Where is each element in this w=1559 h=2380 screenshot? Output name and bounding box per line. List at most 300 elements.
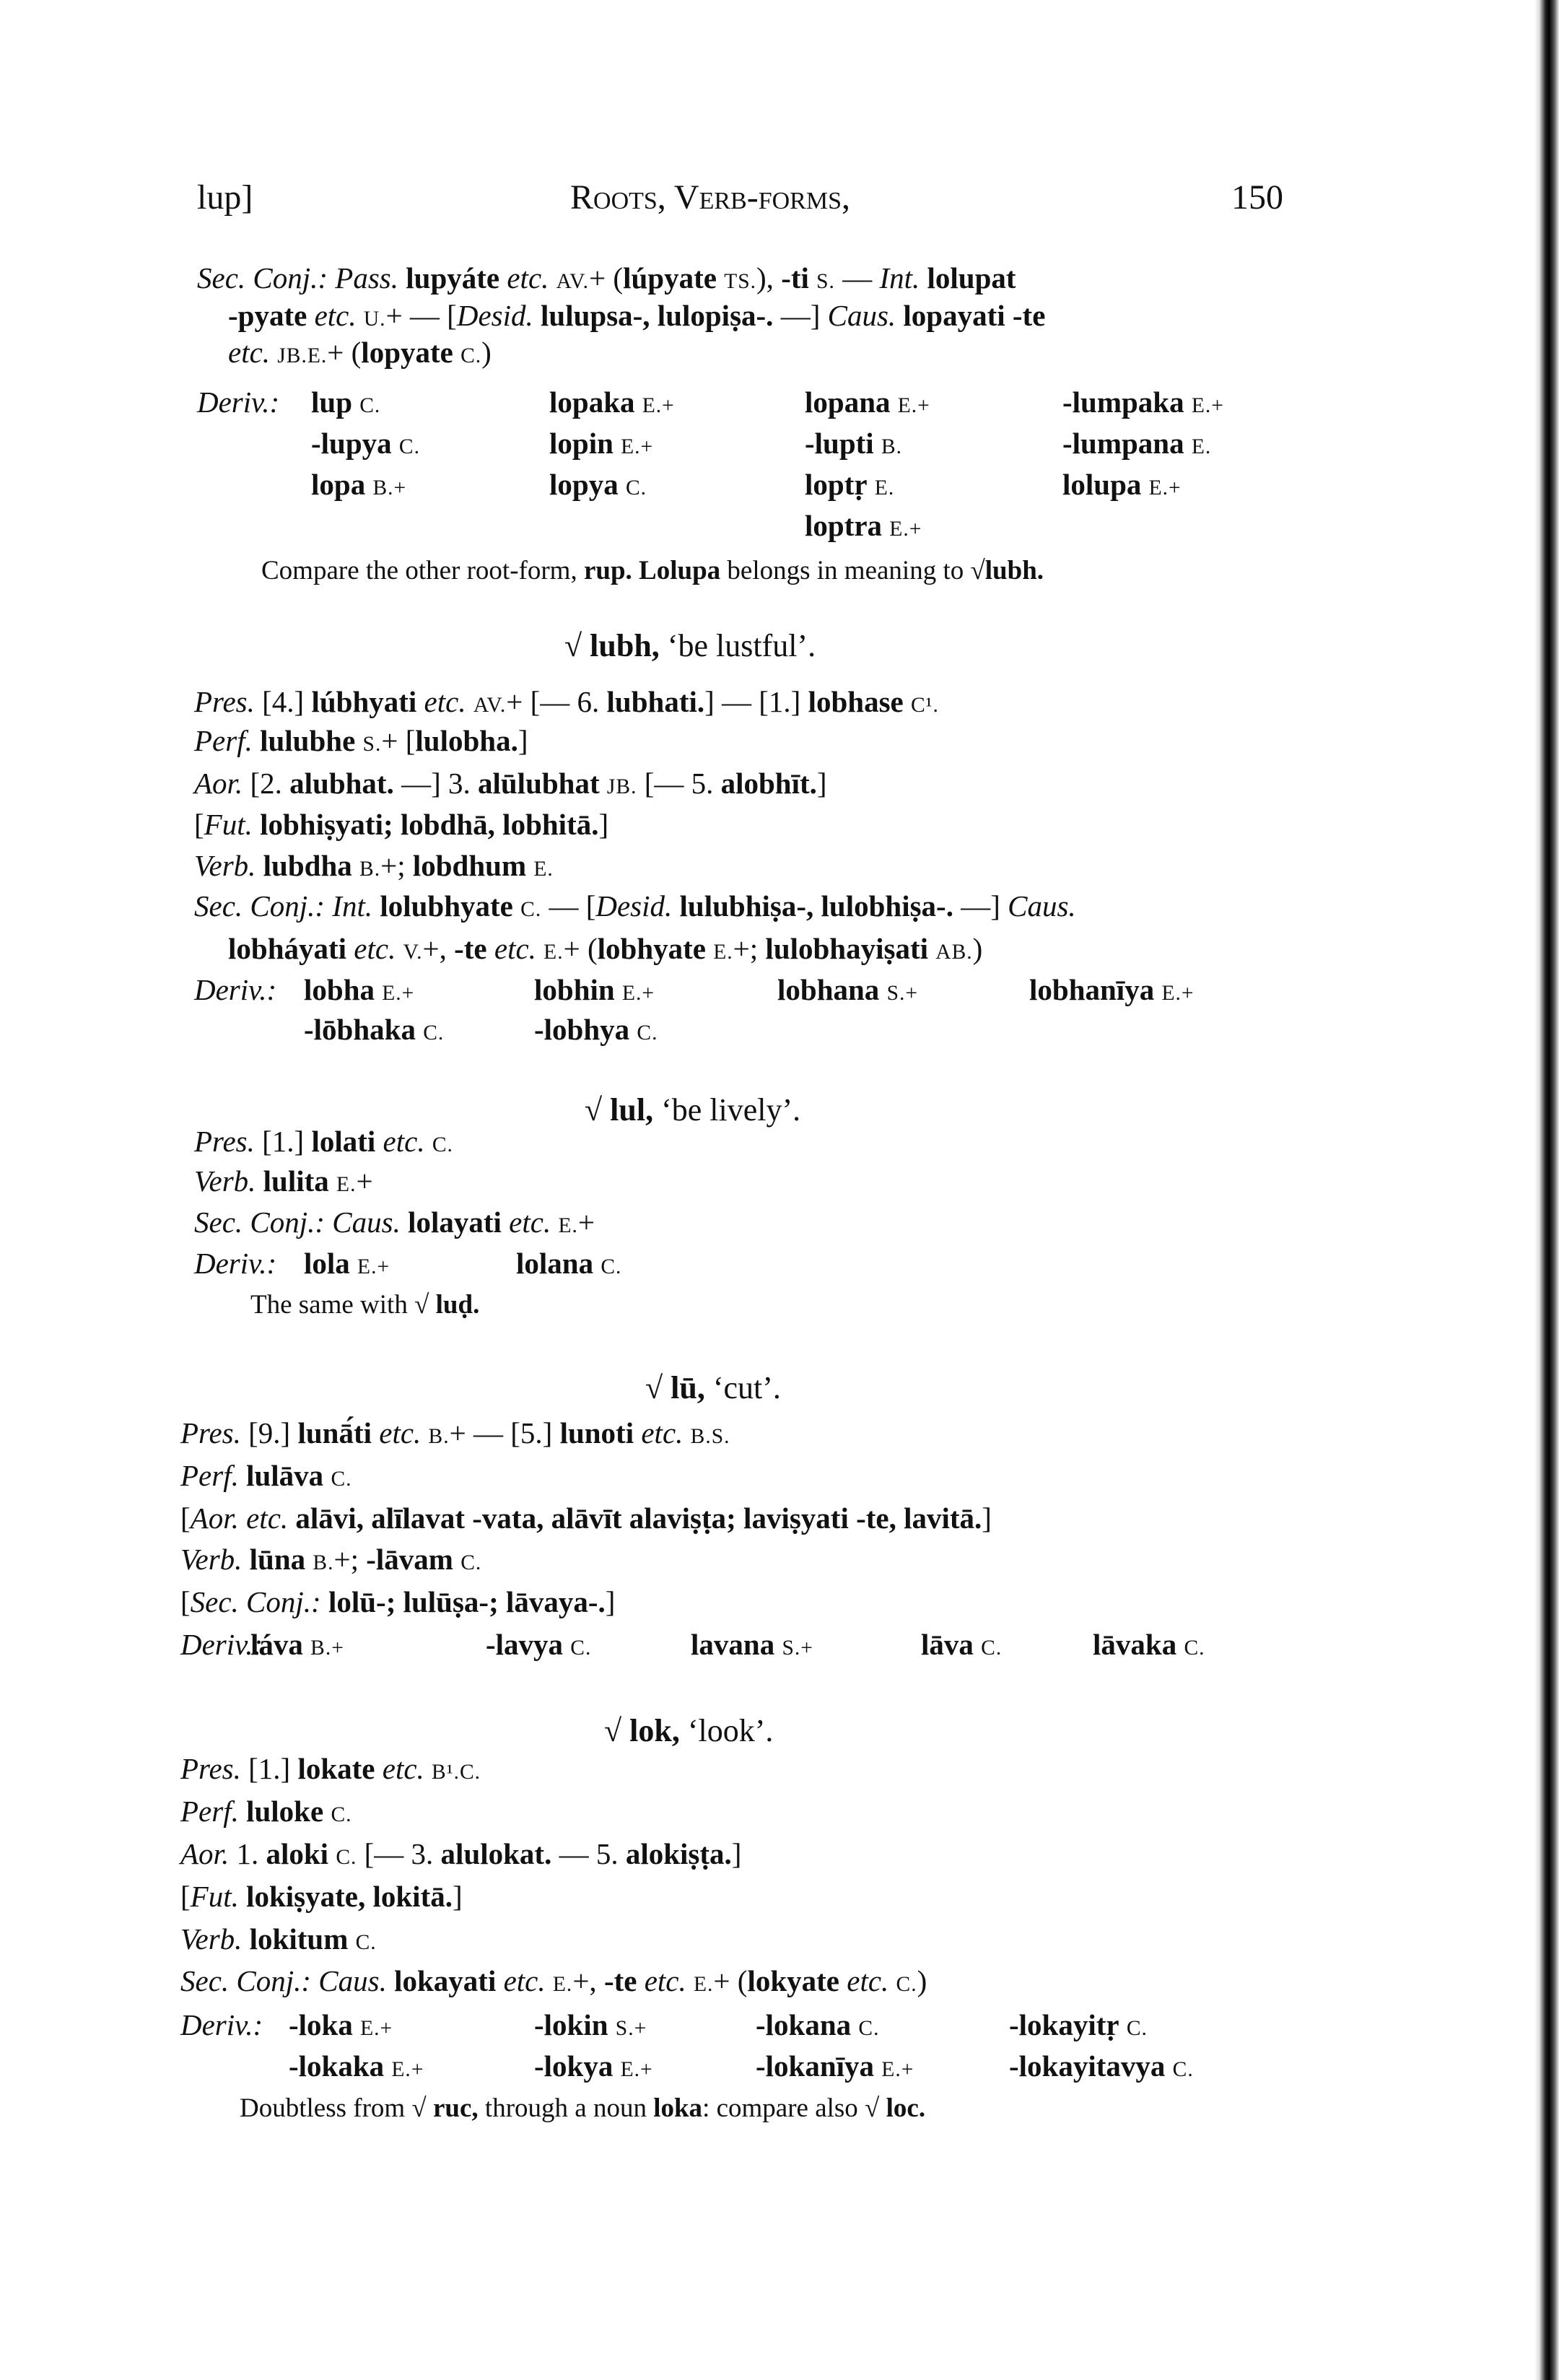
page-number: 150 [1231, 178, 1283, 217]
text-run: ] — [1.] [704, 685, 808, 718]
source-abbrev: E.+ [881, 2058, 914, 2081]
source-abbrev: E.+ [897, 394, 930, 417]
text-run: +, [572, 1964, 604, 1997]
entry-line [180, 1963, 927, 2002]
grammatical-label: Perf. [180, 1459, 247, 1492]
source-abbrev: U. [363, 308, 386, 331]
grammatical-label: etc. [382, 1752, 432, 1785]
entry-line [180, 1922, 377, 1960]
headword: lokate [297, 1752, 383, 1785]
source-abbrev: S.+ [886, 982, 919, 1005]
headword: lokiṣyate, lokitā. [246, 1880, 453, 1913]
headword: lolayati [408, 1206, 510, 1239]
derivative-word: lopaka [549, 385, 642, 419]
grammatical-label: Caus. [827, 299, 904, 332]
source-abbrev: E. [552, 1973, 573, 1996]
derivative-word: lobhanīya [1029, 973, 1162, 1006]
grammatical-label: Pres. [180, 1416, 249, 1450]
source-abbrev: B.S. [690, 1425, 730, 1448]
root-heading [645, 1370, 781, 1406]
grammatical-label: Verb. [180, 1922, 250, 1956]
headword: lolubhyate [380, 889, 521, 923]
headword: -te [603, 1964, 645, 1997]
headword: lunā́ti [297, 1416, 380, 1450]
text-run: ] [816, 767, 827, 800]
source-abbrev: B.+ [372, 476, 407, 500]
text-run: Compare the other root-form, [261, 556, 584, 585]
entry-line [194, 1164, 373, 1202]
derivative-word: lopana [805, 385, 898, 419]
grammatical-label: Sec. Conj.: [190, 1585, 328, 1618]
headword: lunoti [559, 1416, 642, 1450]
headword: lubh. [984, 556, 1044, 585]
derivative-word: -lokanīya [756, 2049, 882, 2083]
headword: rup. Lolupa [583, 556, 721, 585]
text-run: through a noun [478, 2093, 654, 2123]
entry-line [180, 1585, 615, 1619]
text-run: + ( [327, 336, 362, 369]
entry-line [194, 684, 939, 723]
source-abbrev: E.+ [382, 982, 415, 1005]
text-run: + [— 6. [506, 685, 607, 718]
derivative-item [534, 1012, 658, 1050]
derivative-word: lobhin [534, 973, 622, 1006]
headword: lubhati. [606, 685, 705, 718]
derivative-word: lolupa [1062, 468, 1149, 501]
derivative-word: -lobhya [534, 1013, 637, 1046]
source-abbrev: S. [816, 270, 835, 293]
entry-line [194, 807, 608, 842]
source-abbrev: V. [403, 941, 423, 964]
derivative-item [1009, 2008, 1148, 2046]
text-run: ) [972, 932, 983, 965]
derivative-item [549, 385, 675, 423]
source-abbrev: C. [398, 435, 420, 458]
headword: -lāvam [366, 1543, 461, 1576]
grammatical-label: Sec. Conj.: Int. [194, 889, 380, 923]
entry-line [194, 889, 1076, 927]
derivative-word: -lupya [311, 427, 399, 460]
grammatical-label: Sec. Conj.: Pass. [197, 261, 406, 295]
derivative-item [921, 1627, 1002, 1665]
derivative-word: láva [250, 1628, 311, 1661]
text-run: ] [605, 1585, 616, 1618]
headword: -pyate [228, 299, 315, 332]
derivative-word: -lokayitavya [1009, 2049, 1173, 2083]
derivative-item [1062, 426, 1211, 464]
page-binding-edge [1534, 0, 1559, 2380]
text-run: [9.] [248, 1416, 298, 1450]
entry-line [180, 1458, 352, 1496]
source-abbrev: C. [460, 1551, 482, 1574]
headword: lobhyate [597, 932, 714, 965]
text-run: [ [194, 808, 204, 841]
source-abbrev: E. [533, 858, 554, 881]
derivative-word: loptra [805, 509, 890, 542]
text-run: The same with √ [250, 1290, 436, 1320]
entry-line [228, 335, 492, 373]
source-abbrev: S.+ [782, 1636, 813, 1660]
derivative-item [1093, 1627, 1205, 1665]
text-run: + [356, 1164, 373, 1198]
text-run: +, [422, 932, 455, 965]
source-abbrev: E.+ [621, 435, 654, 458]
entry-line [194, 723, 528, 762]
grammatical-label: Fut. [204, 808, 261, 841]
grammatical-label: Sec. Conj.: Caus. [194, 1206, 409, 1239]
derivative-item [486, 1627, 591, 1665]
grammatical-label: etc. [379, 1416, 429, 1450]
entry-line [194, 766, 827, 804]
headword: loc. [886, 2093, 926, 2123]
derivative-item [805, 385, 930, 423]
text-run: [1.] [262, 1125, 312, 1158]
source-abbrev: S.+ [615, 2017, 647, 2040]
derivative-word: -lavya [486, 1628, 571, 1661]
source-abbrev: E.+ [621, 982, 655, 1005]
headword: alāvi, alīlavat -vata, alāvīt alaviṣṭa; laviṣyati -te, lavitā. [295, 1501, 982, 1535]
derivative-item [311, 385, 380, 423]
source-abbrev: E. [713, 941, 733, 964]
derivative-item [1029, 972, 1195, 1011]
text-run: ] [731, 1837, 742, 1870]
derivative-item [756, 2008, 879, 2046]
source-abbrev: C. [355, 1931, 377, 1954]
headword: lobháyati [228, 932, 354, 965]
text-run: [2. [250, 767, 290, 800]
root-name: √ lubh, [564, 628, 660, 663]
headword: -te [454, 932, 494, 965]
source-abbrev: E.+ [1161, 982, 1195, 1005]
headword: lulubhiṣa-, lulobhiṣa-. [679, 889, 961, 923]
source-abbrev: C. [625, 476, 647, 500]
headword: luloke [246, 1795, 331, 1828]
root-gloss: ‘look’. [679, 1713, 774, 1748]
derivative-item [304, 1246, 390, 1284]
source-abbrev: E. [558, 1214, 578, 1237]
derivative-item [805, 467, 894, 505]
remark-line [240, 2091, 925, 2126]
grammatical-label: etc. [507, 261, 556, 295]
headword: lokyate [747, 1964, 847, 1997]
derivative-word: lāva [921, 1628, 982, 1661]
text-run: ] [982, 1501, 992, 1535]
text-run: + — [ [385, 299, 457, 332]
entry-line [228, 298, 1045, 336]
grammatical-label: Verb. [180, 1543, 250, 1576]
grammatical-label: Aor. etc. [190, 1501, 296, 1535]
headword: luḍ. [435, 1290, 480, 1320]
root-name: √ lul, [585, 1092, 654, 1128]
entry-line [180, 1751, 481, 1790]
headword: lokitum [249, 1922, 356, 1956]
root-gloss: ‘be lustful’. [659, 628, 816, 663]
source-abbrev: B. [359, 858, 381, 881]
source-abbrev: AV. [556, 270, 590, 293]
derivative-item [534, 2049, 653, 2087]
entry-line [194, 1124, 453, 1162]
text-run: + ( [563, 932, 598, 965]
derivative-word: lopa [311, 468, 373, 501]
source-abbrev: JB.E. [277, 344, 328, 367]
entry-line [180, 1501, 992, 1535]
headword: lolū-; lulūṣa-; lāvaya-. [328, 1585, 606, 1618]
source-abbrev: B¹.C. [432, 1761, 481, 1784]
derivative-item [549, 426, 653, 464]
grammatical-label: Verb. [194, 1164, 263, 1198]
source-abbrev: E. [874, 476, 895, 500]
root-gloss: ‘be lively’. [653, 1092, 801, 1128]
headword: lulāva [246, 1459, 331, 1492]
derivative-item [1062, 467, 1182, 505]
text-run: : compare also √ [702, 2093, 886, 2123]
source-abbrev: C. [432, 1133, 453, 1156]
headword: lúbhyati [311, 685, 424, 718]
running-head-title: Roots, Verb-forms, [570, 178, 850, 217]
source-abbrev: E.+ [642, 394, 675, 417]
source-abbrev: C. [331, 1468, 352, 1491]
derivative-word: lopin [549, 427, 621, 460]
grammatical-label: Pres. [194, 1125, 263, 1158]
text-run: [ [180, 1585, 191, 1618]
source-abbrev: C. [336, 1846, 357, 1869]
headword: -ti [781, 261, 817, 295]
source-abbrev: JB. [606, 775, 637, 798]
grammatical-label: Aor. [180, 1837, 237, 1870]
source-abbrev: C. [1126, 2017, 1148, 2040]
headword: alokiṣṭa. [625, 1837, 732, 1870]
derivative-item [289, 2049, 424, 2087]
text-run: —] [780, 299, 828, 332]
derivative-word: -loka [289, 2008, 361, 2041]
text-run: belongs in meaning to √ [720, 556, 985, 585]
derivative-word: -lokin [534, 2008, 616, 2041]
text-run: —] 3. [401, 767, 478, 800]
derivative-item [805, 426, 902, 464]
source-abbrev: B. [313, 1551, 334, 1574]
source-abbrev: C. [460, 344, 482, 367]
grammatical-label: Perf. [194, 724, 261, 757]
text-run: Doubtless from √ [240, 2093, 433, 2123]
source-abbrev: B.+ [310, 1636, 344, 1660]
grammatical-label: etc. [354, 932, 403, 965]
headword: lopyate [361, 336, 461, 369]
headword: lobdhum [412, 849, 534, 882]
source-abbrev: C. [896, 1973, 917, 1996]
headword: lobhase [808, 685, 911, 718]
source-abbrev: S. [362, 733, 382, 756]
entry-line [180, 1879, 463, 1914]
root-heading [604, 1713, 773, 1749]
grammatical-label: etc. [314, 299, 364, 332]
deriv-label: Deriv.: [180, 1628, 263, 1661]
root-name: √ lū, [645, 1370, 705, 1405]
source-abbrev: C. [359, 394, 381, 417]
headword: lulobhayiṣati [765, 932, 936, 965]
source-abbrev: C. [981, 1636, 1003, 1660]
grammatical-label: etc. [644, 1964, 694, 1997]
headword: lulobha. [415, 724, 518, 757]
derivative-word: -lokya [534, 2049, 621, 2083]
headword: lolati [311, 1125, 383, 1158]
headword: ruc, [432, 2093, 479, 2123]
derivative-item [289, 2008, 393, 2046]
root-gloss: ‘cut’. [704, 1370, 781, 1405]
grammatical-label: etc. [641, 1416, 691, 1450]
entry-line [180, 1416, 730, 1454]
text-run: — 5. [551, 1837, 626, 1870]
text-run: ] [518, 724, 528, 757]
deriv-label: Deriv.: [197, 385, 280, 419]
running-head-left: lup] [197, 178, 253, 217]
source-abbrev: C. [331, 1803, 352, 1826]
derivative-item [549, 467, 647, 505]
source-abbrev: B. [881, 435, 903, 458]
entry-line [197, 261, 1016, 299]
source-abbrev: E.+ [620, 2058, 653, 2081]
source-abbrev: E.+ [1191, 394, 1224, 417]
headword: lulita [263, 1164, 337, 1198]
text-run: ), [756, 261, 782, 295]
derivative-item [805, 508, 922, 546]
grammatical-label: etc. [847, 1964, 896, 1997]
grammatical-label: etc. [228, 336, 278, 369]
grammatical-label: Desid. [456, 299, 541, 332]
grammatical-label: Aor. [194, 767, 250, 800]
entry-line [180, 1794, 352, 1832]
grammatical-label: etc. [424, 685, 473, 718]
deriv-label: Deriv.: [180, 2008, 263, 2041]
derivative-item [534, 2008, 647, 2046]
text-run: +; [380, 849, 413, 882]
grammatical-label: Int. [879, 261, 927, 295]
derivative-item [1062, 385, 1224, 423]
derivative-word: -lokaka [289, 2049, 392, 2083]
text-run: [— 5. [637, 767, 721, 800]
headword: lúpyate [623, 261, 725, 295]
derivative-item [304, 1012, 444, 1050]
text-run: [4.] [262, 685, 312, 718]
derivative-item [304, 972, 414, 1011]
headword: lolupat [927, 261, 1016, 295]
source-abbrev: B. [428, 1425, 450, 1448]
derivative-item [691, 1627, 813, 1665]
derivative-word: lobha [304, 973, 383, 1006]
text-run: [ [180, 1880, 191, 1913]
text-run: + ( [589, 261, 624, 295]
text-run: + [ [381, 724, 416, 757]
text-run: + — [5.] [449, 1416, 560, 1450]
text-run: ] [452, 1880, 463, 1913]
text-run: — [ [541, 889, 596, 923]
derivative-word: -lokana [756, 2008, 859, 2041]
headword: lulubhe [260, 724, 363, 757]
grammatical-label: Sec. Conj.: Caus. [180, 1964, 395, 1997]
text-run: 1. [236, 1837, 266, 1870]
text-run: —] [961, 889, 1008, 923]
entry-line [194, 1205, 595, 1243]
headword: lobhiṣyati; lobdhā, lobhitā. [260, 808, 599, 841]
source-abbrev: C. [637, 1021, 658, 1045]
text-run: +; [333, 1543, 367, 1576]
text-run: ] [598, 808, 609, 841]
headword: lopayati -te [903, 299, 1046, 332]
text-run: +; [733, 932, 766, 965]
headword: lubdha [263, 849, 360, 882]
headword: alulokat. [440, 1837, 552, 1870]
derivative-item [516, 1246, 621, 1284]
derivative-item [756, 2049, 914, 2087]
root-heading [564, 628, 816, 664]
derivative-item [311, 467, 406, 505]
grammatical-label: etc. [494, 932, 544, 965]
source-abbrev: AB. [935, 941, 973, 964]
source-abbrev: E. [694, 1973, 714, 1996]
grammatical-label: Pres. [180, 1752, 249, 1785]
root-heading [585, 1092, 800, 1128]
text-run: + ( [713, 1964, 748, 1997]
headword: lokayati [394, 1964, 504, 1997]
headword: alubhat. [289, 767, 402, 800]
entry-line [180, 1836, 741, 1875]
derivative-word: lola [304, 1247, 358, 1280]
text-run: — [834, 261, 880, 295]
grammatical-label: Desid. [595, 889, 680, 923]
grammatical-label: etc. [383, 1125, 432, 1158]
deriv-label: Deriv.: [194, 1247, 277, 1280]
headword: lulupsa-, lulopiṣa-. [541, 299, 781, 332]
source-abbrev: TS. [724, 270, 757, 293]
derivative-word: -lumpana [1062, 427, 1192, 460]
headword: loka [653, 2093, 703, 2123]
grammatical-label: Pres. [194, 685, 263, 718]
derivative-word: lolana [516, 1247, 601, 1280]
text-run: [ [180, 1501, 191, 1535]
text-run: [1.] [248, 1752, 298, 1785]
derivative-word: lup [311, 385, 360, 419]
remark-line [250, 1288, 479, 1322]
headword: aloki [266, 1837, 336, 1870]
derivative-word: lobhana [777, 973, 887, 1006]
derivative-item [311, 426, 420, 464]
remark-line [261, 554, 1044, 588]
entry-line [194, 848, 554, 886]
headword: lupyáte [406, 261, 507, 295]
source-abbrev: C. [601, 1255, 622, 1278]
derivative-word: lāvaka [1093, 1628, 1184, 1661]
source-abbrev: C. [1184, 1636, 1205, 1660]
text-run: [— 3. [357, 1837, 441, 1870]
source-abbrev: C. [1172, 2058, 1194, 2081]
source-abbrev: C. [570, 1636, 592, 1660]
entry-line [228, 931, 982, 969]
source-abbrev: E.+ [360, 2017, 393, 2040]
source-abbrev: E. [543, 941, 564, 964]
source-abbrev: E. [336, 1173, 357, 1196]
source-abbrev: E.+ [357, 1255, 390, 1278]
source-abbrev: E. [1191, 435, 1212, 458]
grammatical-label: Fut. [190, 1880, 247, 1913]
derivative-word: -lōbhaka [304, 1013, 424, 1046]
derivative-word: lopya [549, 468, 626, 501]
derivative-item [534, 972, 655, 1011]
derivative-word: loptṛ [805, 468, 875, 501]
headword: alobhīt. [720, 767, 817, 800]
derivative-word: -lokayitṛ [1009, 2008, 1127, 2041]
derivative-item [1009, 2049, 1194, 2087]
grammatical-label: etc. [509, 1206, 559, 1239]
entry-line [180, 1542, 481, 1580]
